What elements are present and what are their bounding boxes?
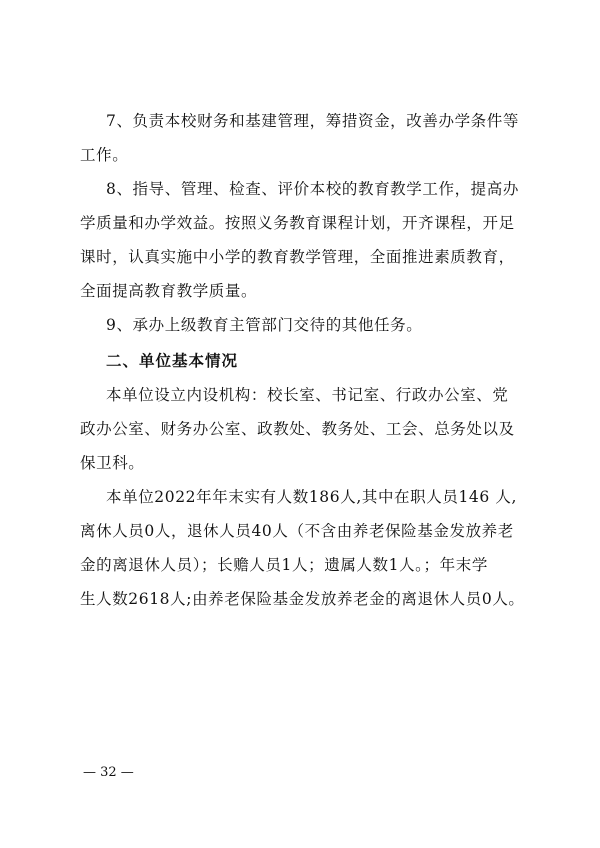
paragraph-9-line-1: 9、承办上级教育主管部门交待的其他任务。 [106, 316, 423, 334]
paragraph-7-line-1: 7、负责本校财务和基建管理，筹措资金，改善办学条件等 [106, 112, 519, 130]
paragraph-8-line-3: 课时，认真实施中小学的教育教学管理，全面推进素质教育， [80, 248, 515, 266]
staff-paragraph-line-4: 生人数2618人;由养老保险基金发放养老金的离退休人员0人。 [80, 590, 525, 608]
staff-paragraph-line-2: 离休人员0人，退休人员40人（不含由养老保险基金发放养老 [80, 522, 514, 540]
org-paragraph-line-3: 保卫科。 [80, 454, 145, 472]
staff-paragraph-line-3: 金的离退休人员）；长赡人员1人；遗属人数1人。；年末学 [80, 556, 488, 574]
paragraph-8-line-4: 全面提高教育教学质量。 [80, 282, 258, 300]
staff-paragraph-line-1: 本单位2022年年末实有人数186人,其中在职人员146 人, [106, 488, 517, 506]
section-2-heading: 二、单位基本情况 [106, 352, 239, 370]
paragraph-7-line-2: 工作。 [80, 146, 129, 164]
page-number: — 32 — [83, 765, 134, 780]
paragraph-8-line-2: 学质量和办学效益。按照义务教育课程计划，开齐课程，开足 [80, 214, 515, 232]
paragraph-8-line-1: 8、指导、管理、检查、评价本校的教育教学工作，提高办 [106, 180, 519, 198]
org-paragraph-line-1: 本单位设立内设机构：校长室、书记室、行政办公室、党 [106, 386, 509, 404]
org-paragraph-line-2: 政办公室、财务办公室、政教处、教务处、工会、总务处以及 [80, 420, 515, 438]
